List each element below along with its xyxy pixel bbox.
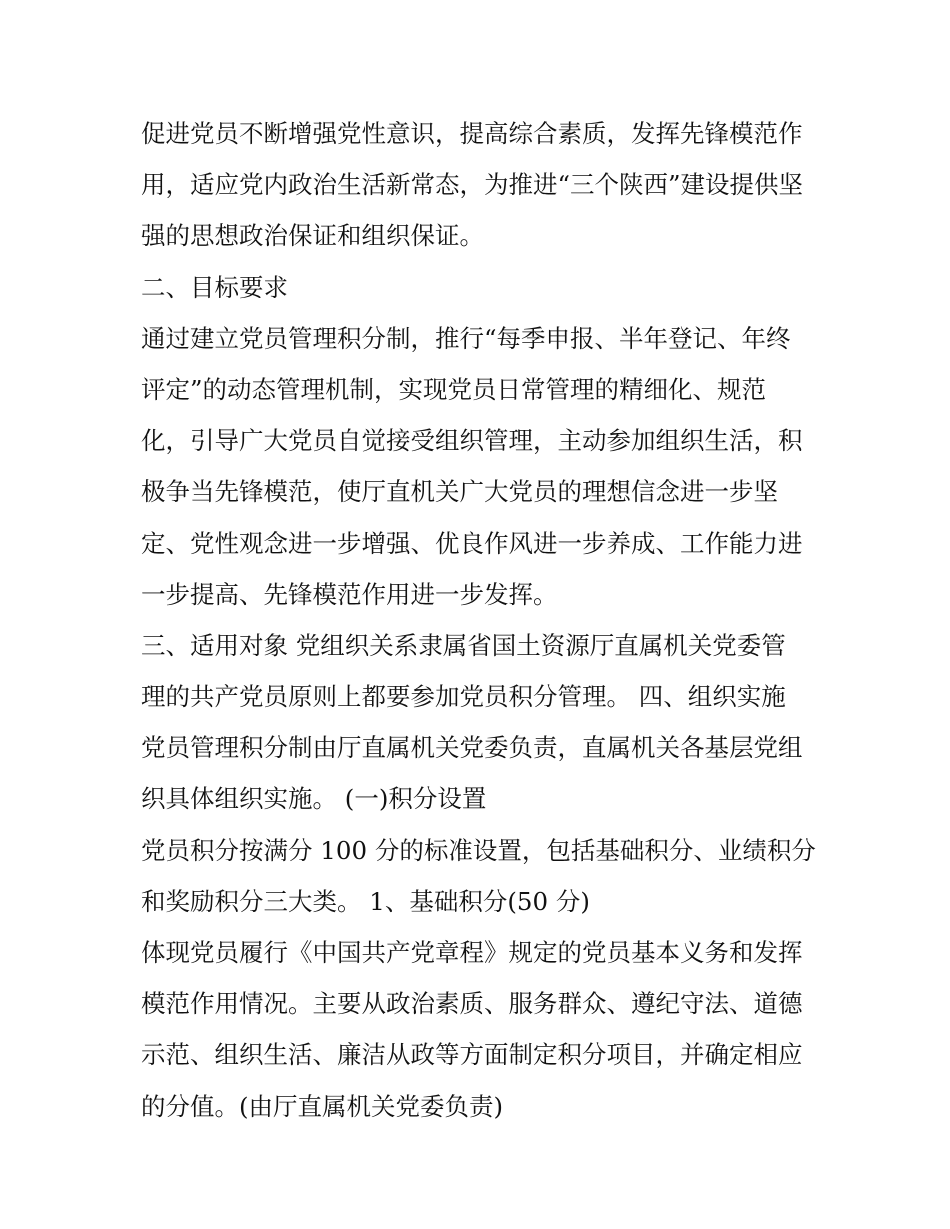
body-line: 评定”的动态管理机制，实现党员日常管理的精细化、规范 (141, 374, 767, 404)
body-line: 一步提高、先锋模范作用进一步发挥。 (141, 579, 558, 609)
body-line: 强的思想政治保证和组织保证。 (141, 221, 484, 251)
section-heading: 二、目标要求 (141, 272, 288, 302)
body-line: 理的共产党员原则上都要参加党员积分管理。 四、组织实施 (141, 682, 786, 712)
body-line: 模范作用情况。主要从政治素质、服务群众、遵纪守法、道德 (141, 989, 803, 1019)
body-line: 和奖励积分三大类。 1、基础积分(50 分) (141, 886, 590, 916)
body-line: 织具体组织实施。 (一)积分设置 (141, 784, 487, 814)
body-line: 党员管理积分制由厅直属机关党委负责，直属机关各基层党组 (141, 733, 803, 763)
body-line: 党员积分按满分 100 分的标准设置，包括基础积分、业绩积分 (141, 835, 816, 865)
body-line: 体现党员履行《中国共产党章程》规定的党员基本义务和发挥 (141, 938, 803, 967)
body-line: 通过建立党员管理积分制，推行“每季申报、半年登记、年终 (141, 323, 791, 353)
body-line: 三、适用对象 党组织关系隶属省国土资源厅直属机关党委管 (141, 630, 786, 660)
body-line: 用，适应党内政治生活新常态，为推进“三个陕西”建设提供坚 (141, 170, 804, 200)
body-line: 化，引导广大党员自觉接受组织管理，主动参加组织生活，积 (141, 426, 803, 456)
document-body (141, 108, 821, 1132)
body-line: 定、党性观念进一步增强、优良作风进一步养成、工作能力进 (141, 528, 803, 558)
body-line: 的分值。(由厅直属机关党委负责) (141, 1091, 504, 1121)
body-line: 示范、组织生活、廉洁从政等方面制定积分项目，并确定相应 (141, 1040, 803, 1070)
body-line: 极争当先锋模范，使厅直机关广大党员的理想信念进一步坚 (141, 477, 778, 507)
body-line: 促进党员不断增强党性意识，提高综合素质，发挥先锋模范作 (141, 119, 803, 148)
